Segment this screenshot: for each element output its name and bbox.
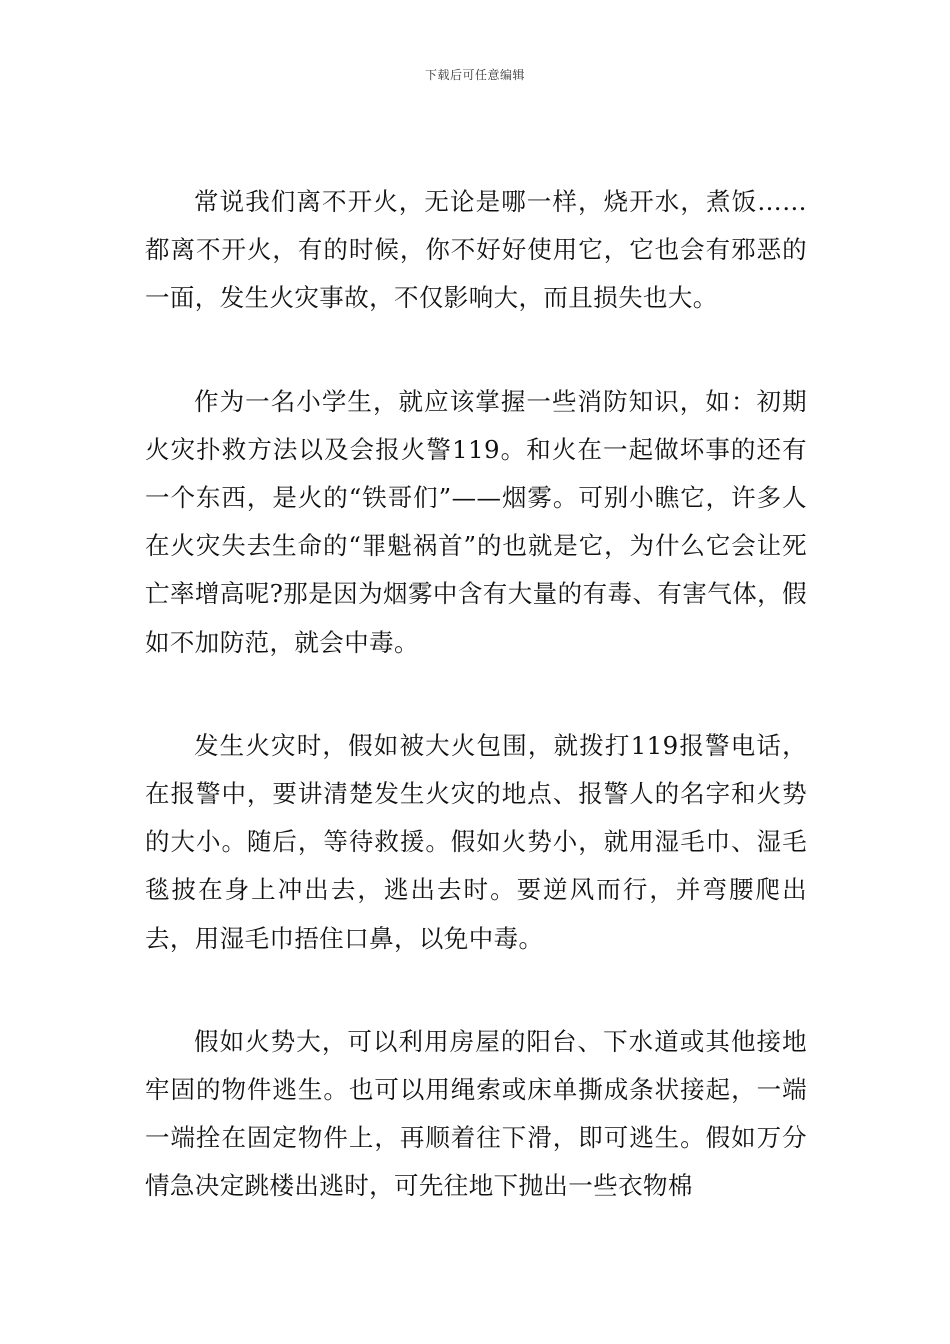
paragraph-4: 假如火势大，可以利用房屋的阳台、下水道或其他接地牢固的物件逃生。也可以用绳索或床单撕成条状接起，一端一端拴在固定物件上，再顺着往下滑，即可逃生。假如万分情急决定跳楼出逃时，可先往地下抛出一些衣物棉 <box>145 1026 807 1201</box>
paragraph-1: 常说我们离不开火，无论是哪一样，烧开水，煮饭……都离不开火，有的时候，你不好好使用它，它也会有邪恶的一面，发生火灾事故，不仅影响大，而且损失也大。 <box>145 187 807 313</box>
document-body <box>145 178 807 1211</box>
header-note: 下载后可任意编辑 <box>424 68 525 82</box>
paragraph-2: 作为一名小学生，就应该掌握一些消防知识，如：初期火灾扑救方法以及会报火警119。和火在一起做坏事的还有一个东西，是火的“铁哥们”——烟雾。可别小瞧它，许多人在火灾失去生命的“罪魁祸首”的也就是它，为什么它会让死亡率增高呢?那是因为烟雾中含有大量的有毒、有害气体，假如不加防范，就会中毒。 <box>145 386 807 657</box>
paragraph-3: 发生火灾时，假如被大火包围，就拨打119报警电话，在报警中，要讲清楚发生火灾的地点、报警人的名字和火势的大小。随后，等待救援。假如火势小，就用湿毛巾、湿毛毯披在身上冲出去，逃出去时。要逆风而行，并弯腰爬出去，用湿毛巾捂住口鼻，以免中毒。 <box>145 730 807 953</box>
